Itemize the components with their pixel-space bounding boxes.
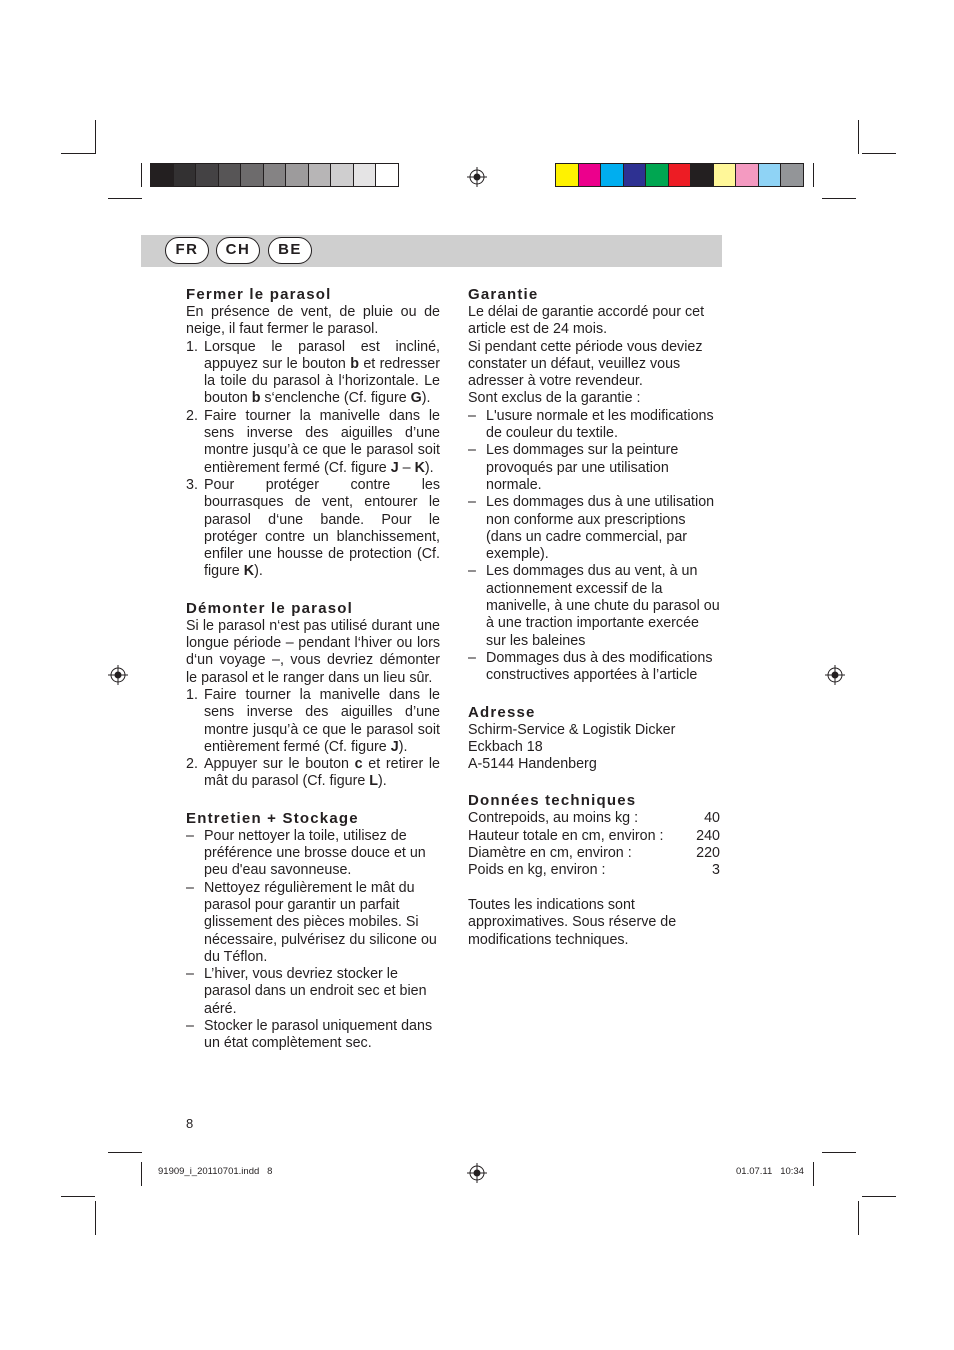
section-title-specs: Données techniques bbox=[468, 792, 637, 810]
address-line: Eckbach 18 bbox=[468, 738, 543, 755]
list-item: 2. Appuyer sur le bouton c et retirer le mât du parasol (Cf. figure L). bbox=[186, 756, 440, 790]
list-item: 2. Faire tourner la manivelle dans le sens inverse des aiguilles d’une montre jusqu’à ce que le parasol soit entièrement fermé (Cf. figure J – K). bbox=[186, 407, 440, 476]
process-color-bar bbox=[555, 163, 804, 187]
list-item: – L’hiver, vous devriez stocker le parasol dans un endroit sec et bien aéré. bbox=[186, 966, 427, 1017]
color-swatch bbox=[354, 164, 377, 186]
color-swatch bbox=[714, 164, 737, 186]
section-title-care: Entretien + Stockage bbox=[186, 809, 359, 827]
color-swatch bbox=[309, 164, 332, 186]
crop-mark bbox=[95, 120, 96, 154]
specs-note: Toutes les indications sont approximatives. Sous réserve de modifications techniques. bbox=[468, 896, 677, 948]
list-item: – Stocker le parasol uniquement dans un état complètement sec. bbox=[186, 1017, 433, 1052]
crop-mark bbox=[108, 198, 142, 199]
specs-table bbox=[468, 810, 720, 879]
footer-date: 01.07.11 10:34 bbox=[736, 1166, 804, 1177]
list-item: – Dommages dus à des modifications constructives apportées à l’article bbox=[468, 649, 713, 684]
crop-mark bbox=[862, 153, 896, 154]
color-swatch bbox=[264, 164, 287, 186]
lang-tab-be: BE bbox=[268, 237, 312, 264]
crop-mark bbox=[822, 1152, 856, 1153]
registration-mark-icon bbox=[467, 1163, 487, 1183]
crop-mark bbox=[141, 163, 142, 187]
list-item: 1. Lorsque le parasol est incliné, appuyez sur le bouton b et redresser la toile du parasol à l‘horizontale. Le bouton b s‘enclenche (Cf. figure G). bbox=[186, 338, 440, 407]
lang-tab-ch: CH bbox=[216, 237, 260, 264]
spec-row: Contrepoids, au moins kg : 40 bbox=[468, 810, 720, 827]
color-swatch bbox=[736, 164, 759, 186]
crop-mark bbox=[108, 1152, 142, 1153]
spec-row: Hauteur totale en cm, environ : 240 bbox=[468, 827, 720, 844]
color-swatch bbox=[759, 164, 782, 186]
color-swatch bbox=[601, 164, 624, 186]
list-item: – Les dommages sur la peinture provoqués par une utilisation normale. bbox=[468, 442, 679, 493]
care-list bbox=[186, 828, 440, 1053]
registration-mark-icon bbox=[467, 167, 487, 187]
crop-mark bbox=[862, 1196, 896, 1197]
color-swatch bbox=[376, 164, 398, 186]
crop-mark bbox=[822, 198, 856, 199]
close-steps bbox=[186, 339, 440, 581]
crop-mark bbox=[858, 120, 859, 154]
color-swatch bbox=[151, 164, 174, 186]
list-item: – Nettoyez régulièrement le mât du parasol pour garantir un parfait glissement des pièces mobiles. Si nécessaire, pulvérisez du silicone ou du Téflon. bbox=[186, 879, 437, 965]
crop-mark bbox=[813, 1162, 814, 1186]
color-swatch bbox=[196, 164, 219, 186]
color-swatch bbox=[331, 164, 354, 186]
address-line: Schirm-Service & Logistik Dicker bbox=[468, 721, 676, 738]
right-column bbox=[468, 286, 720, 949]
list-item: 1. Faire tourner la manivelle dans le sens inverse des aiguilles d’une montre jusqu’à ce que le parasol soit entièrement fermé (Cf. figure J). bbox=[186, 686, 440, 755]
grayscale-bar bbox=[150, 163, 399, 187]
section-title-address: Adresse bbox=[468, 703, 536, 721]
page-number: 8 bbox=[186, 1116, 194, 1131]
dismantle-intro: Si le parasol n‘est pas utilisé durant une longue période – pendant l‘hiver ou lors d‘un voyage –, vous devriez démonter le parasol et le ranger dans un lieu sûr. bbox=[186, 617, 440, 686]
crop-mark bbox=[61, 1196, 95, 1197]
spec-row: Diamètre en cm, environ : 220 bbox=[468, 845, 720, 862]
left-column bbox=[186, 286, 440, 1053]
crop-mark bbox=[858, 1201, 859, 1235]
close-intro: En présence de vent, de pluie ou de neige, il faut fermer le parasol. bbox=[186, 304, 440, 338]
dismantle-steps bbox=[186, 687, 440, 791]
section-title-dismantle: Démonter le parasol bbox=[186, 599, 354, 617]
color-swatch bbox=[646, 164, 669, 186]
color-swatch bbox=[624, 164, 647, 186]
footer-filename: 91909_i_20110701.indd 8 bbox=[158, 1166, 273, 1177]
list-item: – Pour nettoyer la toile, utilisez de préférence une brosse douce et un peu d'eau savonneuse. bbox=[186, 827, 426, 879]
color-swatch bbox=[691, 164, 714, 186]
registration-mark-icon bbox=[108, 665, 128, 685]
spec-row: Poids en kg, environ : 3 bbox=[468, 862, 720, 879]
list-item: – Les dommages dus à une utilisation non conforme aux prescriptions (dans un cadre commercial, par exemple). bbox=[468, 494, 715, 563]
color-swatch bbox=[241, 164, 264, 186]
warranty-exclusions bbox=[468, 408, 720, 685]
section-title-close: Fermer le parasol bbox=[186, 286, 332, 303]
warranty-p1: Le délai de garantie accordé pour cet article est de 24 mois. bbox=[468, 304, 705, 338]
lang-tab-fr: FR bbox=[165, 237, 209, 264]
crop-mark bbox=[61, 153, 95, 154]
crop-mark bbox=[141, 1162, 142, 1186]
list-item: 3. Pour protéger contre les bourrasques de vent, entourer le parasol d‘une bande. Pour le protéger contre un blanchissement, enfiler une housse de protection (Cf. figure K). bbox=[186, 476, 440, 580]
color-swatch bbox=[219, 164, 242, 186]
list-item: – L'usure normale et les modifications de couleur du textile. bbox=[468, 407, 714, 442]
color-swatch bbox=[579, 164, 602, 186]
color-swatch bbox=[286, 164, 309, 186]
registration-mark-icon bbox=[825, 665, 845, 685]
list-item: – Les dommages dus au vent, à un actionnement excessif de la manivelle, à une chute du parasol ou à une traction importante exercée sur les baleines bbox=[468, 563, 720, 649]
crop-mark bbox=[813, 163, 814, 187]
section-title-warranty: Garantie bbox=[468, 286, 539, 303]
color-swatch bbox=[174, 164, 197, 186]
warranty-p3: Sont exclus de la garantie : bbox=[468, 390, 641, 407]
crop-mark bbox=[95, 1201, 96, 1235]
warranty-p2: Si pendant cette période vous deviez constater un défaut, veuillez vous adresser à votre revendeur. bbox=[468, 338, 703, 390]
color-swatch bbox=[556, 164, 579, 186]
address-line: A-5144 Handenberg bbox=[468, 756, 597, 773]
color-swatch bbox=[781, 164, 803, 186]
color-swatch bbox=[669, 164, 692, 186]
